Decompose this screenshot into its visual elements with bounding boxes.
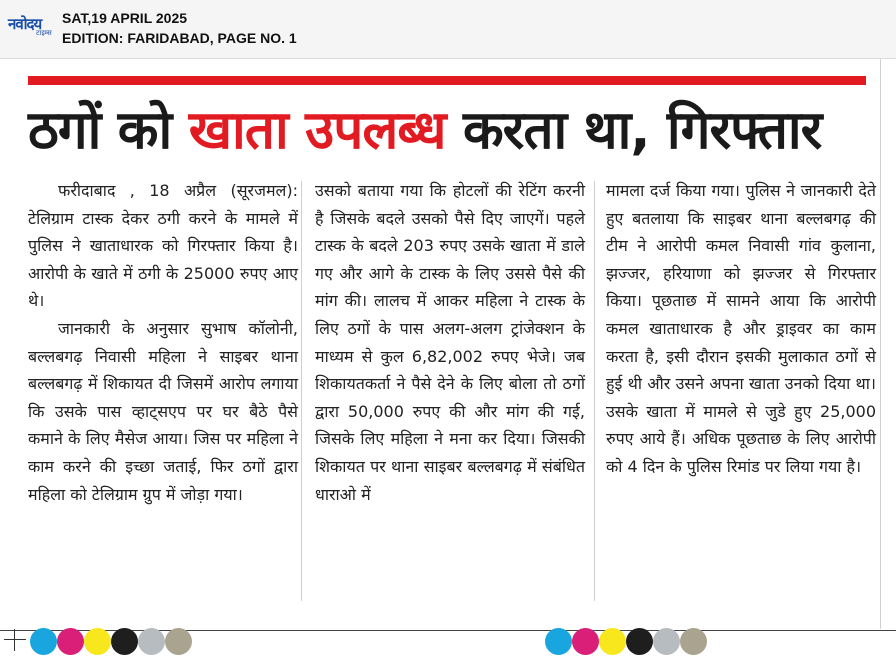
color-swatch-black	[626, 628, 653, 655]
column-divider	[301, 181, 302, 601]
color-bar-right	[545, 628, 707, 655]
article-column-2	[315, 177, 585, 508]
color-swatch-tan	[165, 628, 192, 655]
color-swatch-gray	[653, 628, 680, 655]
date-line: SAT,19 APRIL 2025	[62, 10, 188, 26]
headline-highlight: खाता उपलब्ध	[188, 100, 446, 161]
color-swatch-magenta	[572, 628, 599, 655]
color-swatch-tan	[680, 628, 707, 655]
color-swatch-magenta	[57, 628, 84, 655]
headline-part-1: ठगों को	[28, 100, 189, 161]
edition-header	[0, 0, 896, 59]
paragraph: फरीदाबाद , 18 अप्रैल (सूरजमल): टेलिग्राम टास्क देकर ठगी करने के मामले में पुलिस ने खाताधारक को गिरफ्तार किया है। आरोपी के खाते में ठगी के 25000 रुपए आए थे।	[28, 181, 298, 311]
headline-rule	[28, 76, 866, 85]
paragraph: मामला दर्ज किया गया। पुलिस ने जानकारी देते हुए बतलाया कि साइबर थाना बल्लबगढ़ की टीम ने आरोपी कमल निवासी गांव कुलाना, झज्जर, हरियाणा को झज्जर से गिरफ्तार किया। पूछताछ में सामने आया कि आरोपी कमल खाताधारक है और ड्राइवर का काम करता है, इसी दौरान इसकी मुलाकात ठगों से हुई थी और उसने अपना खाता उनको दिया था। उसके खाता में मामले से जुडे हुए 25,000 रुपए आये हैं। अधिक पूछताछ के लिए आरोपी को 4 दिन के पुलिस रिमांड पर लिया गया है।	[606, 181, 876, 476]
edition-meta	[62, 8, 297, 48]
color-swatch-yellow	[599, 628, 626, 655]
paragraph: जानकारी के अनुसार सुभाष कॉलोनी, बल्लबगढ़ निवासी महिला ने साइबर थाना बल्लबगढ़ में शिकायत दी जिसमें आरोप लगाया कि उसके पास व्हाट्सएप पर घर बैठे पैसे कमाने के लिए मैसेज आया। जिस पर महिला ने काम करने की इच्छा जताई, फिर ठगों द्वारा महिला को टेलिग्राम ग्रुप में जोड़ा गया।	[28, 318, 298, 504]
color-swatch-cyan	[30, 628, 57, 655]
color-swatch-black	[111, 628, 138, 655]
newspaper-logo[interactable]: नवोदय	[8, 15, 42, 33]
article-column-3	[606, 177, 876, 481]
newspaper-page	[0, 59, 896, 666]
color-swatch-cyan	[545, 628, 572, 655]
column-divider	[594, 181, 595, 601]
article-column-1	[28, 177, 298, 508]
edition-line: EDITION: FARIDABAD, PAGE NO. 1	[62, 30, 297, 46]
registration-mark	[4, 639, 26, 640]
headline-part-2: करता था, गिरफ्तार	[445, 100, 822, 161]
registration-mark	[14, 629, 15, 651]
page-edge	[880, 59, 881, 629]
article-headline	[28, 93, 878, 173]
newspaper-logo-sub: टाइम्स	[36, 29, 52, 37]
color-bar-left	[30, 628, 192, 655]
color-swatch-gray	[138, 628, 165, 655]
color-swatch-yellow	[84, 628, 111, 655]
paragraph: उसको बताया गया कि होटलों की रेटिंग करनी है जिसके बदले उसको पैसे दिए जाएगें। पहले टास्क के बदले 203 रुपए उसके खाता में डाले गए और आगे के टास्क के लिए उससे पैसे की मांग की। लालच में आकर महिला ने टास्क के लिए ठगों के पास अलग-अलग ट्रांजेक्शन के माध्यम से कुल 6,82,002 रुपए भेजे। जब शिकायतकर्ता ने पैसे देने के लिए बोला तो ठगों द्वारा 50,000 रुपए की और मांग की गई, जिसके लिए महिला ने मना कर दिया। जिसकी शिकायत पर थाना साइबर बल्लबगढ़ में संबंधित धाराओ में	[315, 181, 585, 504]
